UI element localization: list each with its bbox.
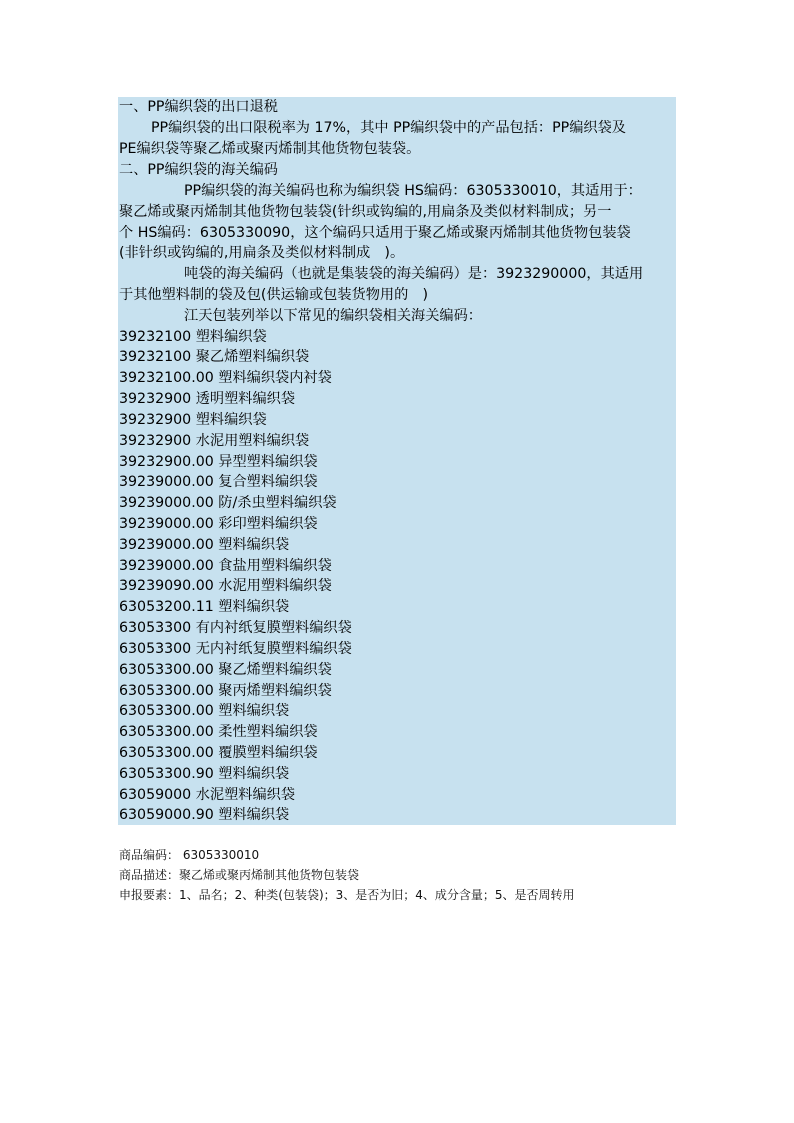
section1-para-line: PE编织袋等聚乙烯或聚丙烯制其他货物包装袋。	[119, 141, 421, 157]
code-list-item: 39232900 水泥用塑料编织袋	[119, 433, 310, 449]
code-list-item: 39232100 聚乙烯塑料编织袋	[119, 349, 310, 365]
code-list-item: 39239000.00 复合塑料编织袋	[119, 474, 318, 490]
commodity-description: 商品描述：聚乙烯或聚丙烯制其他货物包装袋	[119, 868, 360, 882]
code-list-item: 39239000.00 塑料编织袋	[119, 537, 290, 553]
code-list-item: 63053300 有内衬纸复膜塑料编织袋	[119, 620, 352, 636]
code-list-item: 39232100.00 塑料编织袋内衬袋	[119, 370, 332, 386]
code-list-item: 63053300.00 塑料编织袋	[119, 703, 290, 719]
code-list-item: 63059000.90 塑料编织袋	[119, 807, 290, 823]
code-list-item: 39232900.00 异型塑料编织袋	[119, 454, 318, 470]
code-list-item: 63053200.11 塑料编织袋	[119, 599, 290, 615]
section1-para-line: PP编织袋的出口限税率为 17%，其中 PP编织袋中的产品包括：PP编织袋及	[151, 120, 626, 136]
section1-heading: 一、PP编织袋的出口退税	[119, 99, 278, 115]
code-list-item: 39232100 塑料编织袋	[119, 329, 267, 345]
code-list-item: 39239000.00 食盐用塑料编织袋	[119, 558, 332, 574]
section2-para-line: 个 HS编码：6305330090，这个编码只适用于聚乙烯或聚丙烯制其他货物包装袋	[119, 225, 631, 241]
code-list-item: 63053300.00 聚乙烯塑料编织袋	[119, 662, 332, 678]
code-list-item: 63053300.00 聚丙烯塑料编织袋	[119, 683, 332, 699]
code-list-item: 39232900 透明塑料编织袋	[119, 391, 296, 407]
code-list-item: 63053300.00 覆膜塑料编织袋	[119, 745, 318, 761]
declaration-elements: 申报要素：1、品名；2、种类(包装袋)；3、是否为旧；4、成分含量；5、是否周转用	[119, 888, 575, 902]
code-list-item: 39239000.00 防/杀虫塑料编织袋	[119, 495, 337, 511]
code-list-item: 39232900 塑料编织袋	[119, 412, 267, 428]
list-intro: 江天包装列举以下常见的编织袋相关海关编码：	[184, 308, 482, 324]
code-list-item: 39239000.00 彩印塑料编织袋	[119, 516, 318, 532]
code-list-item: 63053300 无内衬纸复膜塑料编织袋	[119, 641, 352, 657]
ton-bag-para-line: 吨袋的海关编码（也就是集装袋的海关编码）是：3923290000，其适用	[184, 266, 644, 282]
section2-para-line: 聚乙烯或聚丙烯制其他货物包装袋(针织或钩编的,用扁条及类似材料制成；另一	[119, 204, 612, 220]
section2-para-line: (非针织或钩编的,用扁条及类似材料制成 )。	[119, 245, 405, 261]
ton-bag-para-line: 于其他塑料制的袋及包(供运输或包装货物用的 )	[119, 287, 429, 303]
code-list-item: 63053300.90 塑料编织袋	[119, 766, 290, 782]
commodity-code: 商品编码： 6305330010	[119, 848, 260, 862]
code-list-item: 39239090.00 水泥用塑料编织袋	[119, 578, 332, 594]
code-list-item: 63053300.00 柔性塑料编织袋	[119, 724, 318, 740]
section2-para-line: PP编织袋的海关编码也称为编织袋 HS编码：6305330010，其适用于：	[184, 183, 642, 199]
section2-heading: 二、PP编织袋的海关编码	[119, 162, 278, 178]
code-list-item: 63059000 水泥塑料编织袋	[119, 787, 296, 803]
